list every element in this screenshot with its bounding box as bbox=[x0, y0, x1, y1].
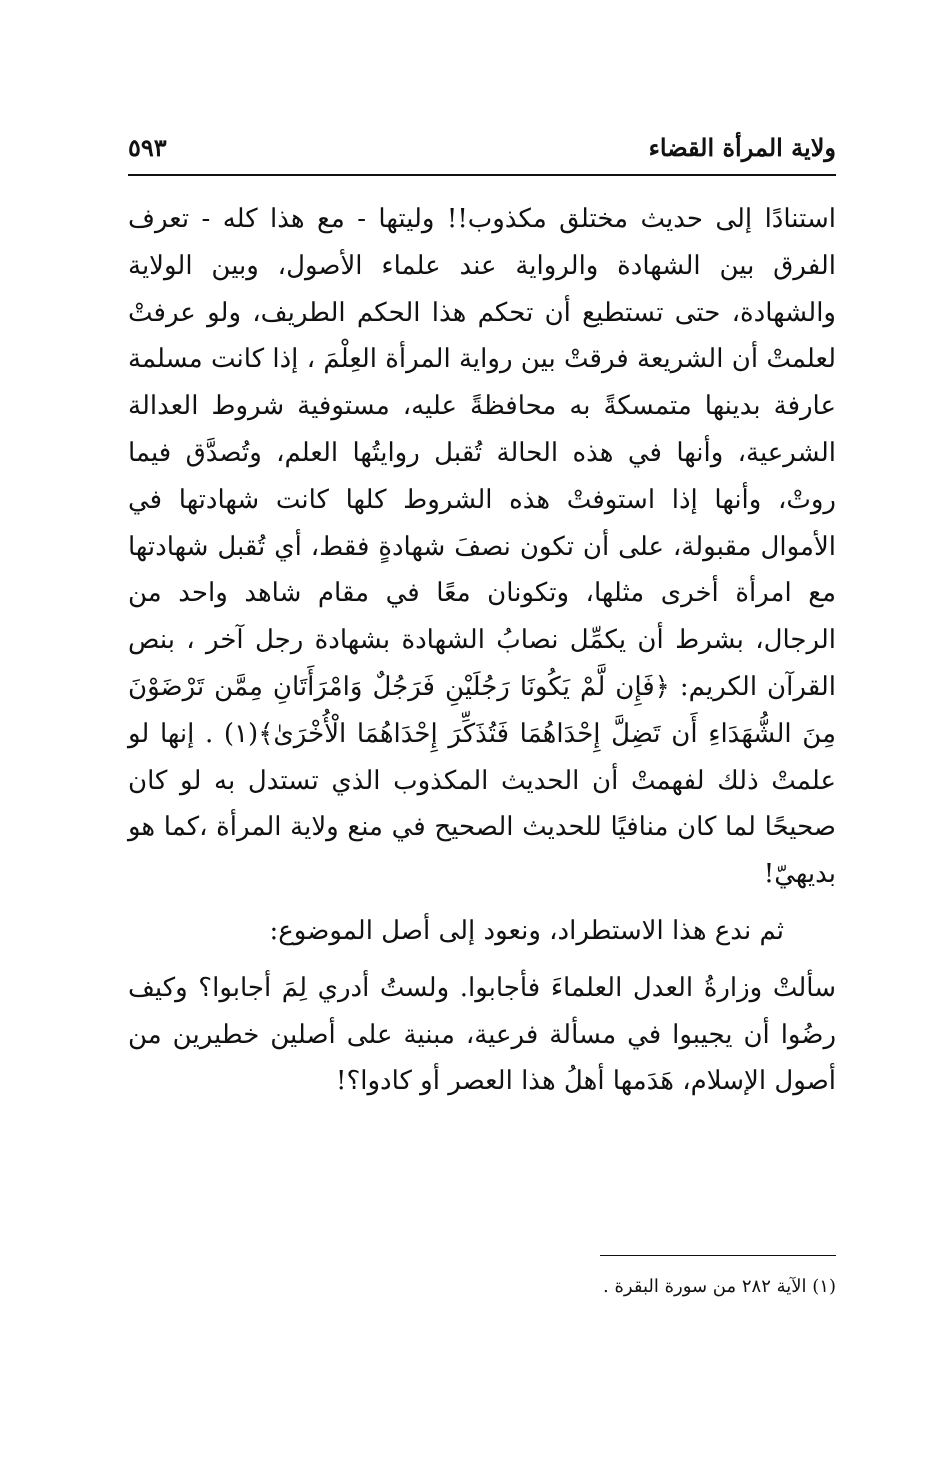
paragraph-3: سألتْ وزارةُ العدل العلماءَ فأجابوا. ولستُ أدري لِمَ أجابوا؟ وكيف رضُوا أن يجيبوا في مسألة فرعية، مبنية على أصلين خطيرين من أصول الإسلام، هَدَمها أهلُ هذا العصر أو كادوا؟! bbox=[128, 972, 836, 1097]
main-text bbox=[128, 196, 836, 1105]
header-divider bbox=[128, 174, 836, 176]
paragraph-2: ثم ندع هذا الاستطراد، ونعود إلى أصل الموضوع: bbox=[269, 915, 784, 946]
running-title: ولاية المرأة القضاء bbox=[648, 133, 836, 162]
footnote: (١) الآية ٢٨٢ من سورة البقرة . bbox=[603, 1276, 836, 1297]
footnote-divider bbox=[600, 1255, 836, 1256]
page-number: ٥٩٣ bbox=[128, 133, 167, 162]
paragraph-1: استنادًا إلى حديث مختلق مكذوب!! وليتها - مع هذا كله - تعرف الفرق بين الشهادة والرواية عند علماء الأصول، وبين الولاية والشهادة، حتى تستطيع أن تحكم هذا الحكم الطريف، ولو عرفتْ لعلمتْ أن الشريعة فرقتْ بين رواية المرأة العِلْمَ ، إذا كانت مسلمة عارفة بدينها متمسكةً به محافظةً عليه، مستوفية شروط العدالة الشرعية، وأنها في هذه الحالة تُقبل روايتُها العلم، وتُصدَّق فيما روتْ، وأنها إذا استوفتْ هذه الشروط كلها كانت شهادتها في الأموال مقبولة، على أن تكون نصفَ شهادةٍ فقط، أي تُقبل شهادتها مع امرأة أخرى مثلها، وتكونان معًا في مقام شاهد واحد من الرجال، بشرط أن يكمِّل نصابُ الشهادة بشهادة رجل آخر ، بنص القرآن الكريم: ﴿فَإِن لَّمْ يَكُونَا رَجُلَيْنِ فَرَجُلٌ وَامْرَأَتَانِ مِمَّن تَرْضَوْنَ مِنَ الشُّهَدَاءِ أَن تَضِلَّ إِحْدَاهُمَا فَتُذَكِّرَ إِحْدَاهُمَا الْأُخْرَىٰ﴾(١) . إنها لو علمتْ ذلك لفهمتْ أن الحديث المكذوب الذي تستدل به لو كان صحيحًا لما كان منافيًا للحديث الصحيح في منع ولاية المرأة ،كما هو بديهيّ! bbox=[128, 204, 837, 890]
page-header bbox=[128, 128, 836, 168]
